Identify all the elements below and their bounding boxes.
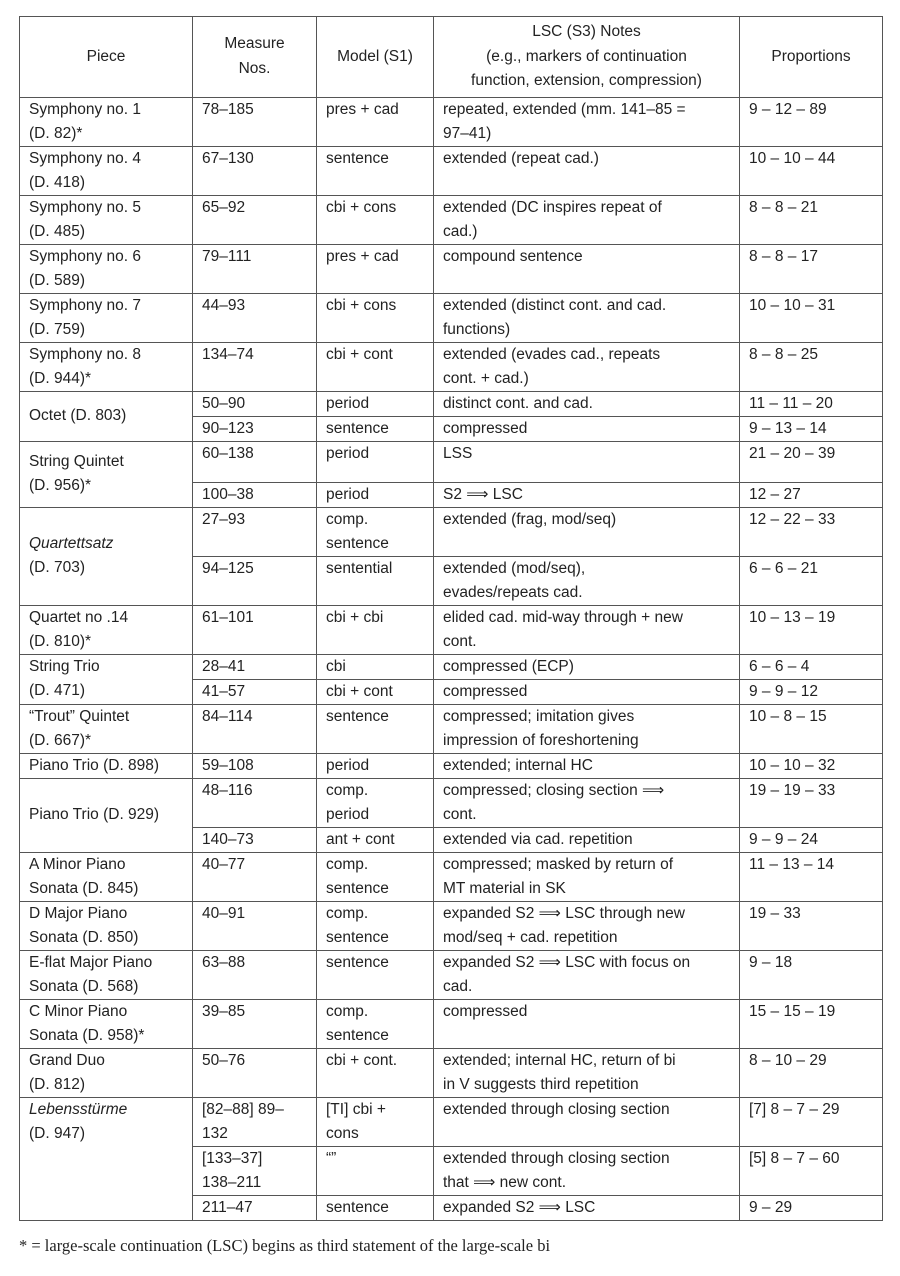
- piece-cell: Symphony no. 8 (D. 944)*: [20, 342, 193, 391]
- piece-cell: Symphony no. 6 (D. 589): [20, 244, 193, 293]
- model-cell: [TI] cbi + cons: [317, 1097, 434, 1146]
- measures-cell: 67–130: [193, 146, 317, 195]
- measures-cell: 78–185: [193, 97, 317, 146]
- proportions-cell: 6 – 6 – 4: [740, 654, 883, 679]
- notes-cell: extended; internal HC: [434, 753, 740, 778]
- notes-cell: compressed: [434, 416, 740, 441]
- table-row: [20, 778, 883, 827]
- measures-cell: 94–125: [193, 556, 317, 605]
- table-row: [20, 852, 883, 901]
- measures-cell: 211–47: [193, 1195, 317, 1220]
- notes-cell: extended; internal HC, return of bi in V suggests third repetition: [434, 1048, 740, 1097]
- model-cell: cbi: [317, 654, 434, 679]
- notes-cell: extended (DC inspires repeat of cad.): [434, 195, 740, 244]
- proportions-cell: 6 – 6 – 21: [740, 556, 883, 605]
- proportions-cell: 19 – 19 – 33: [740, 778, 883, 827]
- notes-cell: distinct cont. and cad.: [434, 391, 740, 416]
- notes-cell: extended (mod/seq), evades/repeats cad.: [434, 556, 740, 605]
- notes-cell: elided cad. mid-way through + new cont.: [434, 605, 740, 654]
- table-row: [20, 605, 883, 654]
- measures-cell: 27–93: [193, 507, 317, 556]
- piece-cell: “Trout” Quintet (D. 667)*: [20, 704, 193, 753]
- table-row: [20, 342, 883, 391]
- model-cell: sentence: [317, 704, 434, 753]
- model-cell: cbi + cons: [317, 195, 434, 244]
- proportions-cell: 10 – 10 – 44: [740, 146, 883, 195]
- proportions-cell: [5] 8 – 7 – 60: [740, 1146, 883, 1195]
- proportions-cell: 11 – 11 – 20: [740, 391, 883, 416]
- measures-cell: 44–93: [193, 293, 317, 342]
- measures-cell: 40–77: [193, 852, 317, 901]
- proportions-cell: 10 – 10 – 32: [740, 753, 883, 778]
- piece-cell: Symphony no. 7 (D. 759): [20, 293, 193, 342]
- table-row: [20, 507, 883, 556]
- proportions-cell: 21 – 20 – 39: [740, 441, 883, 482]
- proportions-cell: 8 – 8 – 25: [740, 342, 883, 391]
- notes-cell: extended (distinct cont. and cad. functions): [434, 293, 740, 342]
- piece-cell: Piano Trio (D. 898): [20, 753, 193, 778]
- notes-cell: compound sentence: [434, 244, 740, 293]
- model-cell: cbi + cont: [317, 342, 434, 391]
- notes-cell: compressed (ECP): [434, 654, 740, 679]
- model-cell: “”: [317, 1146, 434, 1195]
- measures-cell: [133–37] 138–211: [193, 1146, 317, 1195]
- model-cell: period: [317, 441, 434, 482]
- measures-cell: 60–138: [193, 441, 317, 482]
- proportions-cell: 15 – 15 – 19: [740, 999, 883, 1048]
- notes-cell: extended (frag, mod/seq): [434, 507, 740, 556]
- table-row: [20, 293, 883, 342]
- proportions-cell: 10 – 8 – 15: [740, 704, 883, 753]
- piece-cell: Piano Trio (D. 929): [20, 778, 193, 852]
- header-notes: LSC (S3) Notes (e.g., markers of continuation function, extension, compression): [434, 17, 740, 98]
- table-row: [20, 391, 883, 416]
- model-cell: pres + cad: [317, 97, 434, 146]
- model-cell: period: [317, 753, 434, 778]
- notes-cell: extended through closing section that ⟹ new cont.: [434, 1146, 740, 1195]
- measures-cell: 63–88: [193, 950, 317, 999]
- model-cell: cbi + cons: [317, 293, 434, 342]
- notes-cell: extended via cad. repetition: [434, 827, 740, 852]
- measures-cell: 59–108: [193, 753, 317, 778]
- proportions-cell: 19 – 33: [740, 901, 883, 950]
- notes-cell: expanded S2 ⟹ LSC with focus on cad.: [434, 950, 740, 999]
- model-cell: comp. sentence: [317, 507, 434, 556]
- measures-cell: 90–123: [193, 416, 317, 441]
- model-cell: cbi + cont: [317, 679, 434, 704]
- piece-cell: A Minor Piano Sonata (D. 845): [20, 852, 193, 901]
- proportions-cell: 8 – 8 – 17: [740, 244, 883, 293]
- piece-cell: D Major Piano Sonata (D. 850): [20, 901, 193, 950]
- table-row: [20, 753, 883, 778]
- notes-cell: extended (evades cad., repeats cont. + cad.): [434, 342, 740, 391]
- notes-cell: expanded S2 ⟹ LSC: [434, 1195, 740, 1220]
- proportions-cell: 11 – 13 – 14: [740, 852, 883, 901]
- header-model: Model (S1): [317, 17, 434, 98]
- proportions-cell: 9 – 18: [740, 950, 883, 999]
- measures-cell: 28–41: [193, 654, 317, 679]
- measures-cell: 50–90: [193, 391, 317, 416]
- table-row: [20, 704, 883, 753]
- table-row: [20, 654, 883, 679]
- proportions-cell: 10 – 10 – 31: [740, 293, 883, 342]
- table-row: [20, 146, 883, 195]
- piece-cell: Symphony no. 5 (D. 485): [20, 195, 193, 244]
- table-row: [20, 901, 883, 950]
- measures-cell: 61–101: [193, 605, 317, 654]
- header-row: [20, 17, 883, 98]
- piece-cell: Quartet no .14 (D. 810)*: [20, 605, 193, 654]
- piece-cell: Symphony no. 4 (D. 418): [20, 146, 193, 195]
- model-cell: cbi + cont.: [317, 1048, 434, 1097]
- model-cell: ant + cont: [317, 827, 434, 852]
- proportions-cell: [7] 8 – 7 – 29: [740, 1097, 883, 1146]
- notes-cell: compressed; masked by return of MT material in SK: [434, 852, 740, 901]
- schubert-lsc-table: [19, 16, 883, 1221]
- notes-cell: repeated, extended (mm. 141–85 = 97–41): [434, 97, 740, 146]
- notes-cell: LSS: [434, 441, 740, 482]
- piece-cell: C Minor Piano Sonata (D. 958)*: [20, 999, 193, 1048]
- header-measure: Measure Nos.: [193, 17, 317, 98]
- model-cell: period: [317, 482, 434, 507]
- measures-cell: 48–116: [193, 778, 317, 827]
- table-row: [20, 97, 883, 146]
- table-row: [20, 1048, 883, 1097]
- measures-cell: 134–74: [193, 342, 317, 391]
- measures-cell: 84–114: [193, 704, 317, 753]
- measures-cell: 39–85: [193, 999, 317, 1048]
- measures-cell: 79–111: [193, 244, 317, 293]
- model-cell: pres + cad: [317, 244, 434, 293]
- table-row: [20, 441, 883, 482]
- piece-cell: E-flat Major Piano Sonata (D. 568): [20, 950, 193, 999]
- proportions-cell: 8 – 8 – 21: [740, 195, 883, 244]
- measures-cell: 41–57: [193, 679, 317, 704]
- notes-cell: extended (repeat cad.): [434, 146, 740, 195]
- notes-cell: extended through closing section: [434, 1097, 740, 1146]
- proportions-cell: 12 – 27: [740, 482, 883, 507]
- measures-cell: 65–92: [193, 195, 317, 244]
- model-cell: period: [317, 391, 434, 416]
- notes-cell: S2 ⟹ LSC: [434, 482, 740, 507]
- measures-cell: [82–88] 89– 132: [193, 1097, 317, 1146]
- proportions-cell: 9 – 29: [740, 1195, 883, 1220]
- proportions-cell: 9 – 9 – 12: [740, 679, 883, 704]
- header-proportions: Proportions: [740, 17, 883, 98]
- table-row: [20, 1097, 883, 1146]
- proportions-cell: 9 – 9 – 24: [740, 827, 883, 852]
- table-row: [20, 950, 883, 999]
- piece-cell: Lebensstürme (D. 947): [20, 1097, 193, 1220]
- proportions-cell: 9 – 13 – 14: [740, 416, 883, 441]
- model-cell: cbi + cbi: [317, 605, 434, 654]
- proportions-cell: 8 – 10 – 29: [740, 1048, 883, 1097]
- piece-cell: Quartettsatz (D. 703): [20, 507, 193, 605]
- model-cell: comp. sentence: [317, 999, 434, 1048]
- model-cell: sentence: [317, 146, 434, 195]
- measures-cell: 100–38: [193, 482, 317, 507]
- table-row: [20, 195, 883, 244]
- model-cell: sentential: [317, 556, 434, 605]
- measures-cell: 140–73: [193, 827, 317, 852]
- notes-cell: compressed: [434, 679, 740, 704]
- measures-cell: 40–91: [193, 901, 317, 950]
- model-cell: sentence: [317, 950, 434, 999]
- piece-cell: String Trio (D. 471): [20, 654, 193, 704]
- footnote: * = large-scale continuation (LSC) begins as third statement of the large-scale bi: [19, 1236, 551, 1255]
- notes-cell: expanded S2 ⟹ LSC through new mod/seq + cad. repetition: [434, 901, 740, 950]
- model-cell: comp. sentence: [317, 852, 434, 901]
- piece-cell: Octet (D. 803): [20, 391, 193, 441]
- model-cell: comp. period: [317, 778, 434, 827]
- proportions-cell: 9 – 12 – 89: [740, 97, 883, 146]
- table-row: [20, 244, 883, 293]
- piece-cell: Grand Duo (D. 812): [20, 1048, 193, 1097]
- notes-cell: compressed; closing section ⟹ cont.: [434, 778, 740, 827]
- measures-cell: 50–76: [193, 1048, 317, 1097]
- model-cell: comp. sentence: [317, 901, 434, 950]
- header-piece: Piece: [20, 17, 193, 98]
- proportions-cell: 10 – 13 – 19: [740, 605, 883, 654]
- model-cell: sentence: [317, 1195, 434, 1220]
- model-cell: sentence: [317, 416, 434, 441]
- proportions-cell: 12 – 22 – 33: [740, 507, 883, 556]
- piece-cell: String Quintet (D. 956)*: [20, 441, 193, 507]
- notes-cell: compressed: [434, 999, 740, 1048]
- notes-cell: compressed; imitation gives impression of foreshortening: [434, 704, 740, 753]
- table-row: [20, 999, 883, 1048]
- piece-cell: Symphony no. 1 (D. 82)*: [20, 97, 193, 146]
